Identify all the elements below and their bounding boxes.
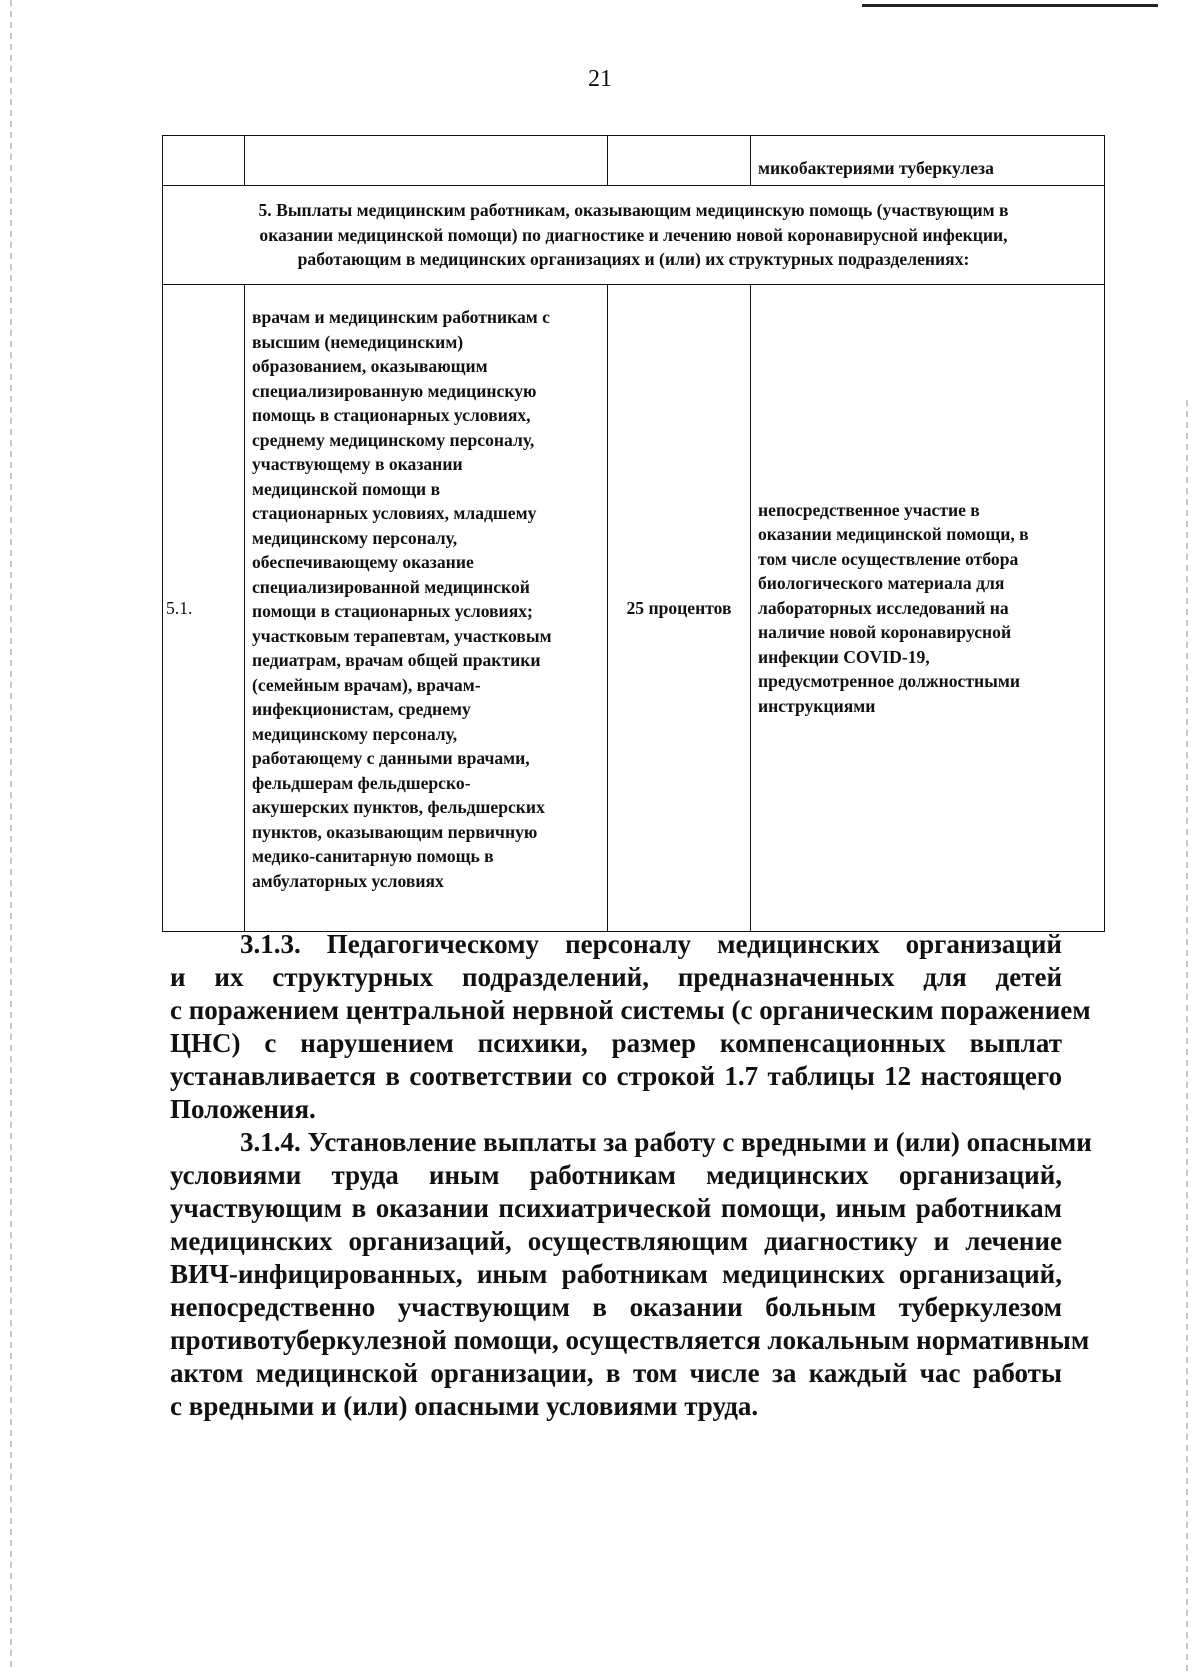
paragraph-line: условиями труда иным работникам медицинских организаций, <box>170 1160 1062 1190</box>
row-description-cell <box>245 285 608 932</box>
description-line: образованием, оказывающим <box>252 356 488 376</box>
table-cell-condition-continued: микобактериями туберкулеза <box>751 136 1105 186</box>
compensation-table <box>162 135 1105 932</box>
row-condition-cell <box>751 285 1105 932</box>
description-line: помощи в стационарных условиях; <box>252 601 533 621</box>
description-line: помощь в стационарных условиях, <box>252 405 531 425</box>
paragraph-line: с поражением центральной нервной системы (с органическим поражением <box>170 995 1091 1025</box>
paragraph-line: ЦНС) с нарушением психики, размер компенсационных выплат <box>170 1028 1062 1058</box>
paragraph-line: 3.1.3. Педагогическому персоналу медицинских организаций <box>240 929 1062 959</box>
table-row-5-1 <box>163 285 1105 932</box>
description-line: пунктов, оказывающим первичную <box>252 821 538 842</box>
row-number-cell: 5.1. <box>163 285 245 932</box>
description-line: медицинской помощи в <box>252 478 441 499</box>
paragraph-line: актом медицинской организации, в том числе за каждый час работы <box>170 1358 1062 1388</box>
paragraph-line: противотуберкулезной помощи, осуществляется локальным нормативным <box>170 1325 1090 1355</box>
table-row-section-heading <box>163 186 1105 285</box>
table-row-continued <box>163 136 1105 186</box>
condition-line: наличие новой коронавирусной <box>758 622 1012 643</box>
paragraph-line: участвующим в оказании психиатрической помощи, иным работникам <box>170 1193 1062 1223</box>
description-line: (семейным врачам), врачам- <box>252 674 481 695</box>
table-cell-empty <box>245 136 608 186</box>
section-heading-line: 5. Выплаты медицинским работникам, оказывающим медицинскую помощь (участвующим в <box>258 200 1009 220</box>
condition-line: инструкциями <box>758 695 876 716</box>
description-line: обеспечивающему оказание <box>252 552 474 572</box>
description-line: медицинскому персоналу, <box>252 527 458 548</box>
page-number: 21 <box>588 66 612 92</box>
table-cell-empty <box>163 136 245 186</box>
description-line: специализированной медицинской <box>252 576 530 597</box>
section-heading-line: оказании медицинской помощи) по диагностике и лечению новой коронавирусной инфекции, <box>259 224 1008 245</box>
condition-line: лабораторных исследований на <box>758 597 1009 618</box>
description-line: медико-санитарную помощь в <box>252 846 494 866</box>
paragraph-line: и их структурных подразделений, предназначенных для детей <box>170 962 1062 992</box>
condition-line: предусмотренное должностными <box>758 671 1020 692</box>
description-line: инфекционистам, среднему <box>252 699 471 719</box>
description-line: специализированную медицинскую <box>252 380 537 401</box>
paragraph-line: Положения. <box>170 1094 316 1124</box>
scan-edge-right <box>1186 400 1188 1672</box>
description-line: среднему медицинскому персоналу, <box>252 429 535 450</box>
paragraph-3-1-3 <box>170 928 1091 1126</box>
description-line: участвующему в оказании <box>252 454 463 474</box>
description-line: фельдшерам фельдшерско- <box>252 772 471 793</box>
section-heading-cell <box>163 186 1105 285</box>
paragraph-line: 3.1.4. Установление выплаты за работу с вредными и (или) опасными <box>240 1127 1092 1157</box>
condition-line: непосредственное участие в <box>758 499 980 520</box>
condition-line: биологического материала для <box>758 573 1005 594</box>
paragraph-line: с вредными и (или) опасными условиями труда. <box>170 1391 759 1421</box>
paragraph-line: непосредственно участвующим в оказании больным туберкулезом <box>170 1292 1062 1322</box>
top-edge-rule <box>862 4 1158 7</box>
paragraph-line: устанавливается в соответствии со строкой 1.7 таблицы 12 настоящего <box>170 1061 1062 1091</box>
description-line: работающему с данными врачами, <box>252 748 530 768</box>
section-heading-line: работающим в медицинских организациях и (или) их структурных подразделениях: <box>297 249 970 269</box>
condition-line: оказании медицинской помощи, в <box>758 524 1029 545</box>
description-line: педиатрам, врачам общей практики <box>252 650 541 670</box>
description-line: стационарных условиях, младшему <box>252 503 537 523</box>
row-percent-cell: 25 процентов <box>608 285 751 932</box>
condition-line: том числе осуществление отбора <box>758 548 1019 569</box>
scan-edge-left <box>10 0 12 1672</box>
description-line: врачам и медицинским работникам с <box>252 307 550 327</box>
description-line: участковым терапевтам, участковым <box>252 625 552 646</box>
paragraph-line: ВИЧ-инфицированных, иным работникам медицинских организаций, <box>170 1259 1062 1289</box>
paragraph-line: медицинских организаций, осуществляющим диагностику и лечение <box>170 1226 1062 1256</box>
description-line: медицинскому персоналу, <box>252 723 458 744</box>
description-line: акушерских пунктов, фельдшерских <box>252 797 545 817</box>
description-line: высшим (немедицинским) <box>252 331 464 352</box>
paragraph-3-1-4 <box>170 1126 1092 1423</box>
table-cell-empty <box>608 136 751 186</box>
condition-line: инфекции COVID-19, <box>758 646 930 667</box>
description-line: амбулаторных условиях <box>252 870 444 891</box>
